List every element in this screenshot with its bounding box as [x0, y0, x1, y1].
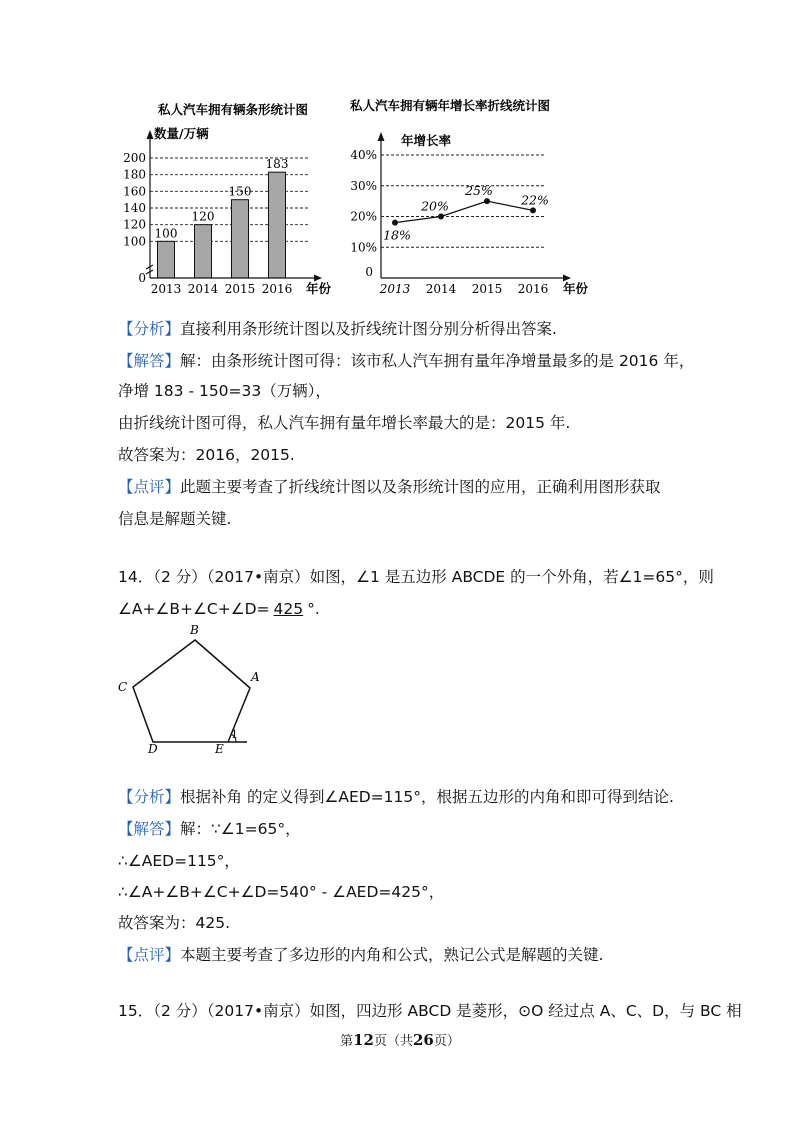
line-data-label: 22% [521, 192, 549, 208]
line-chart-ylabel: 年增长率 [401, 133, 452, 148]
line-point [438, 214, 444, 220]
solution-tag: 【解答】 [118, 820, 181, 838]
bar-chart [118, 92, 340, 302]
bar-ytick-label: 0 [138, 271, 146, 285]
q14-solution-1 [118, 818, 301, 840]
bar-xtick-label: 2013 [150, 282, 182, 296]
vertex-label-a: A [251, 670, 260, 684]
vertex-label-b: B [190, 623, 199, 637]
analysis-tag: 【分析】 [118, 320, 181, 338]
q14-analysis [118, 786, 674, 808]
line-chart-yticks [350, 148, 377, 279]
bar-xtick-label: 2015 [224, 282, 256, 296]
page-footer [0, 1030, 800, 1049]
q14-solution-3: ∴∠A+∠B+∠C+∠D=540° - ∠AED=425°， [118, 883, 445, 901]
comment-tag: 【点评】 [118, 946, 181, 964]
comment-text: 本题主要考查了多边形的内角和公式，熟记公式是解题的关键. [180, 946, 604, 964]
line-chart-title: 私人汽车拥有辆年增长率折线统计图 [350, 98, 551, 113]
line-point [392, 220, 398, 226]
pentagon-figure [115, 620, 260, 756]
footer-prefix: 第 [340, 1034, 354, 1049]
bar-ytick-label: 180 [123, 167, 146, 182]
line-data-label: 20% [421, 198, 449, 214]
line-xtick-label: 2014 [425, 282, 457, 296]
bar-ytick-label: 140 [123, 201, 146, 215]
line-chart-series [392, 198, 536, 226]
line-chart-xlabel: 年份 [563, 281, 589, 296]
bar-ytick-label: 100 [123, 234, 146, 249]
q14-answer-blank: 425 [273, 600, 304, 618]
bar-xtick-label: 2016 [261, 282, 293, 296]
line-chart-xticks [379, 282, 549, 296]
q14-solution-4: 故答案为：425. [118, 914, 231, 932]
line-ytick-label: 0 [365, 265, 373, 279]
bar-chart-xticks [151, 282, 293, 296]
q13-solution-3: 由折线统计图可得，私人汽车拥有量年增长率最大的是：2015 年. [118, 414, 571, 432]
bar-ytick-label: 120 [123, 217, 146, 232]
bar-y-axis-arrow [147, 130, 154, 139]
bar-xtick-label: 2014 [187, 282, 219, 296]
q14-solution-2: ∴∠AED=115°， [118, 852, 240, 870]
q14-angle-sum: ∠A+∠B+∠C+∠D= [118, 600, 270, 618]
bar [195, 225, 212, 278]
growth-rate-line [395, 198, 533, 223]
footer-middle: 页（共 [373, 1034, 413, 1049]
bar-ytick-label: 200 [123, 151, 146, 165]
footer-page-number: 12 [353, 1031, 374, 1049]
q14-stem-2 [118, 598, 320, 620]
q13-comment-1 [118, 476, 661, 498]
analysis-tag: 【分析】 [118, 788, 181, 806]
q14-stem-1: 14．（2 分）（2017•南京）如图，∠1 是五边形 ABCDE 的一个外角，若∠1=65°，则 [118, 568, 714, 586]
q15-stem-1: 15．（2 分）（2017•南京）如图，四边形 ABCD 是菱形，⊙O 经过点 A、C、D，与 BC 相 [118, 1002, 742, 1020]
analysis-text: 直接利用条形统计图以及折线统计图分别分析得出答案. [180, 320, 557, 338]
line-xtick-label: 2015 [471, 282, 503, 296]
line-y-axis-arrow [378, 132, 385, 141]
comment-text: 此题主要考查了折线统计图以及条形统计图的应用，正确利用图形获取 [180, 478, 661, 496]
line-ytick-label: 30% [350, 178, 377, 193]
line-xtick-label: 2016 [517, 282, 549, 296]
bar-ytick-label: 160 [123, 184, 146, 199]
line-ytick-label: 10% [350, 240, 377, 255]
bar-data-label: 183 [265, 157, 289, 172]
bar-data-label: 120 [191, 209, 215, 224]
q13-solution-1 [118, 350, 694, 372]
line-chart-data-labels [383, 183, 549, 243]
q14-comment [118, 944, 603, 966]
solution-tag: 【解答】 [118, 352, 181, 370]
bar-chart-xlabel: 年份 [306, 281, 332, 296]
bar-data-label: 100 [154, 226, 178, 241]
solution-text: 解：∵∠1=65°， [180, 820, 301, 838]
line-point [484, 198, 490, 204]
analysis-text: 根据补角 的定义得到∠AED=115°，根据五边形的内角和即可得到结论. [180, 788, 674, 806]
line-point [530, 207, 536, 213]
vertex-label-e: E [215, 742, 224, 756]
line-ytick-label: 40% [350, 148, 377, 162]
bar-chart-title: 私人汽车拥有辆条形统计图 [158, 102, 309, 117]
vertex-label-d: D [148, 742, 158, 756]
comment-tag: 【点评】 [118, 478, 181, 496]
bar [232, 200, 249, 278]
angle-label-1: 1 [231, 728, 238, 741]
q13-solution-4: 故答案为：2016，2015. [118, 446, 295, 464]
vertex-label-c: C [118, 680, 128, 694]
bar-chart-ylabel: 数量/万辆 [154, 126, 209, 141]
footer-total-pages: 26 [413, 1031, 434, 1049]
line-chart [345, 92, 600, 302]
q13-comment-2: 信息是解题关键. [118, 510, 232, 528]
footer-suffix: 页） [433, 1034, 460, 1049]
bar [269, 172, 286, 278]
line-xtick-label: 2013 [379, 282, 411, 296]
q14-degree: °. [307, 600, 320, 618]
bar-chart-yticks [123, 151, 146, 285]
q13-solution-2: 净增 183 - 150=33（万辆）， [118, 382, 332, 400]
bar [158, 241, 175, 278]
q13-analysis [118, 318, 557, 340]
solution-text: 解：由条形统计图可得：该市私人汽车拥有量年净增量最多的是 2016 年， [180, 352, 695, 370]
bar-data-label: 150 [228, 184, 252, 199]
line-ytick-label: 20% [350, 209, 377, 224]
line-data-label: 25% [465, 183, 493, 199]
line-data-label: 18% [383, 227, 411, 243]
pentagon-shape [133, 640, 250, 742]
